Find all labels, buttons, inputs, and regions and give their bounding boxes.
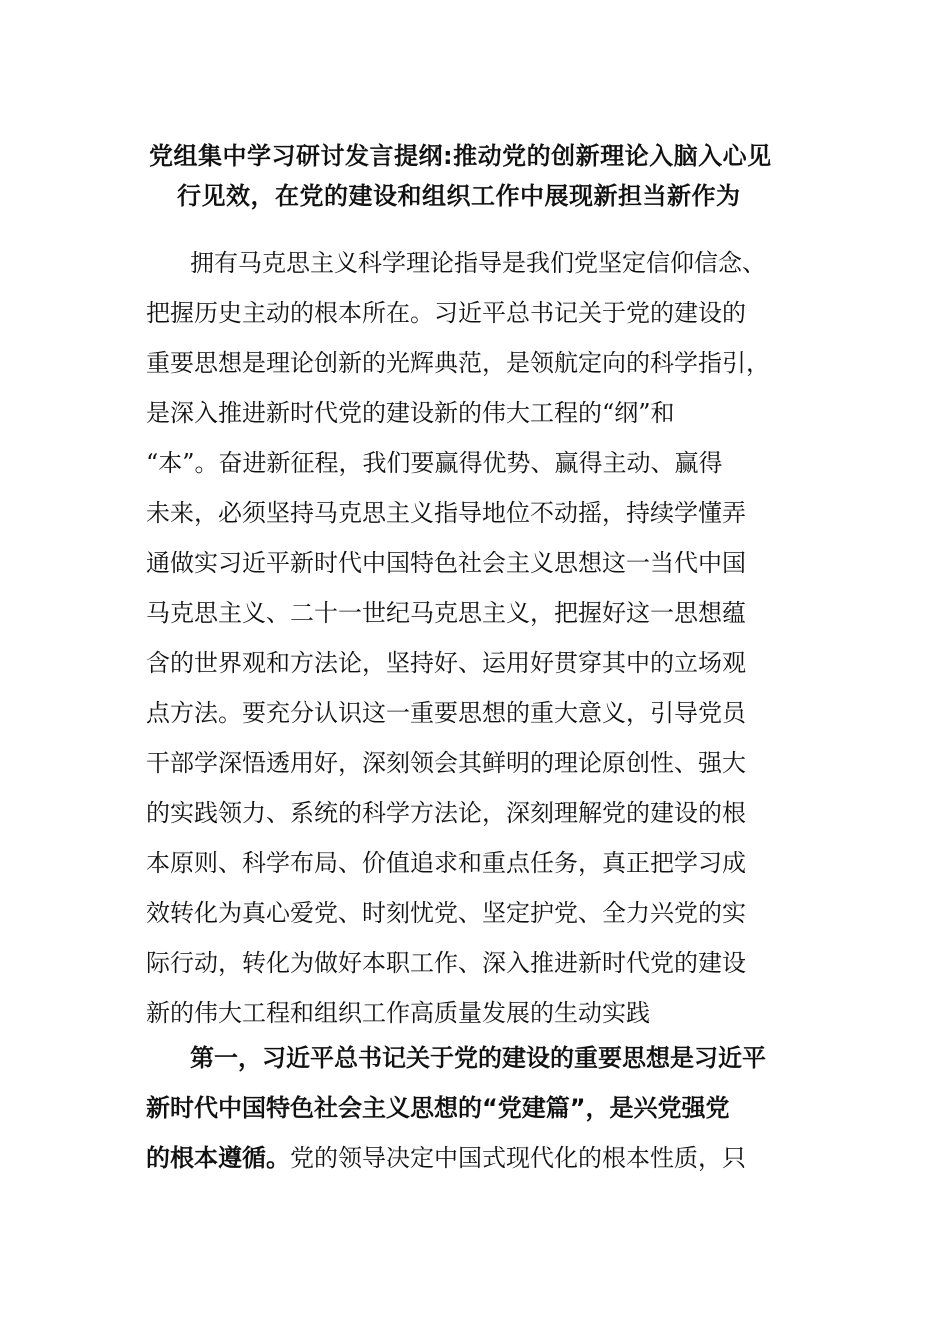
paragraph-line: “本”。奋进新征程，我们要赢得优势、赢得主动、赢得 bbox=[146, 449, 723, 477]
paragraph-2-bold-lead: 的根本遵循。 bbox=[146, 1144, 290, 1172]
paragraph-line: 拥有马克思主义科学理论指导是我们党坚定信仰信念、 bbox=[190, 249, 766, 277]
paragraph-line: 的实践领力、系统的科学方法论，深刻理解党的建设的根 bbox=[146, 799, 746, 827]
paragraph-line: 点方法。要充分认识这一重要思想的重大意义，引导党员 bbox=[146, 699, 746, 727]
paragraph-2-bold-line: 新时代中国特色社会主义思想的“党建篇”，是兴党强党 bbox=[146, 1094, 730, 1122]
paragraph-2-mixed-line bbox=[146, 1132, 806, 1182]
paragraph-line: 含的世界观和方法论，坚持好、运用好贯穿其中的立场观 bbox=[146, 649, 746, 677]
paragraph-line: 本原则、科学布局、价值追求和重点任务，真正把学习成 bbox=[146, 849, 746, 877]
paragraph-2-normal-text: 党的领导决定中国式现代化的根本性质，只 bbox=[290, 1144, 746, 1172]
paragraph-line: 是深入推进新时代党的建设新的伟大工程的“纲”和 bbox=[146, 399, 675, 427]
paragraph-line: 未来，必须坚持马克思主义指导地位不动摇，持续学懂弄 bbox=[146, 499, 746, 527]
document-title bbox=[140, 136, 820, 216]
paragraph-line: 效转化为真心爱党、时刻忧党、坚定护党、全力兴党的实 bbox=[146, 899, 746, 927]
paragraph-2-bold-line: 第一，习近平总书记关于党的建设的重要思想是习近平 bbox=[190, 1044, 766, 1072]
paragraph-1 bbox=[146, 238, 806, 1038]
paragraph-line: 际行动，转化为做好本职工作、深入推进新时代党的建设 bbox=[146, 949, 746, 977]
title-line-2: 行见效，在党的建设和组织工作中展现新担当新作为 bbox=[177, 182, 741, 210]
paragraph-line: 新的伟大工程和组织工作高质量发展的生动实践 bbox=[146, 999, 650, 1027]
paragraph-line: 重要思想是理论创新的光辉典范，是领航定向的科学指引， bbox=[146, 349, 770, 377]
paragraph-2 bbox=[146, 1032, 806, 1182]
paragraph-line: 马克思主义、二十一世纪马克思主义，把握好这一思想蕴 bbox=[146, 599, 746, 627]
paragraph-line: 干部学深悟透用好，深刻领会其鲜明的理论原创性、强大 bbox=[146, 749, 746, 777]
paragraph-line: 通做实习近平新时代中国特色社会主义思想这一当代中国 bbox=[146, 549, 746, 577]
title-line-1: 党组集中学习研讨发言提纲:推动党的创新理论入脑入心见 bbox=[149, 142, 772, 170]
paragraph-line: 把握历史主动的根本所在。习近平总书记关于党的建设的 bbox=[146, 299, 746, 327]
